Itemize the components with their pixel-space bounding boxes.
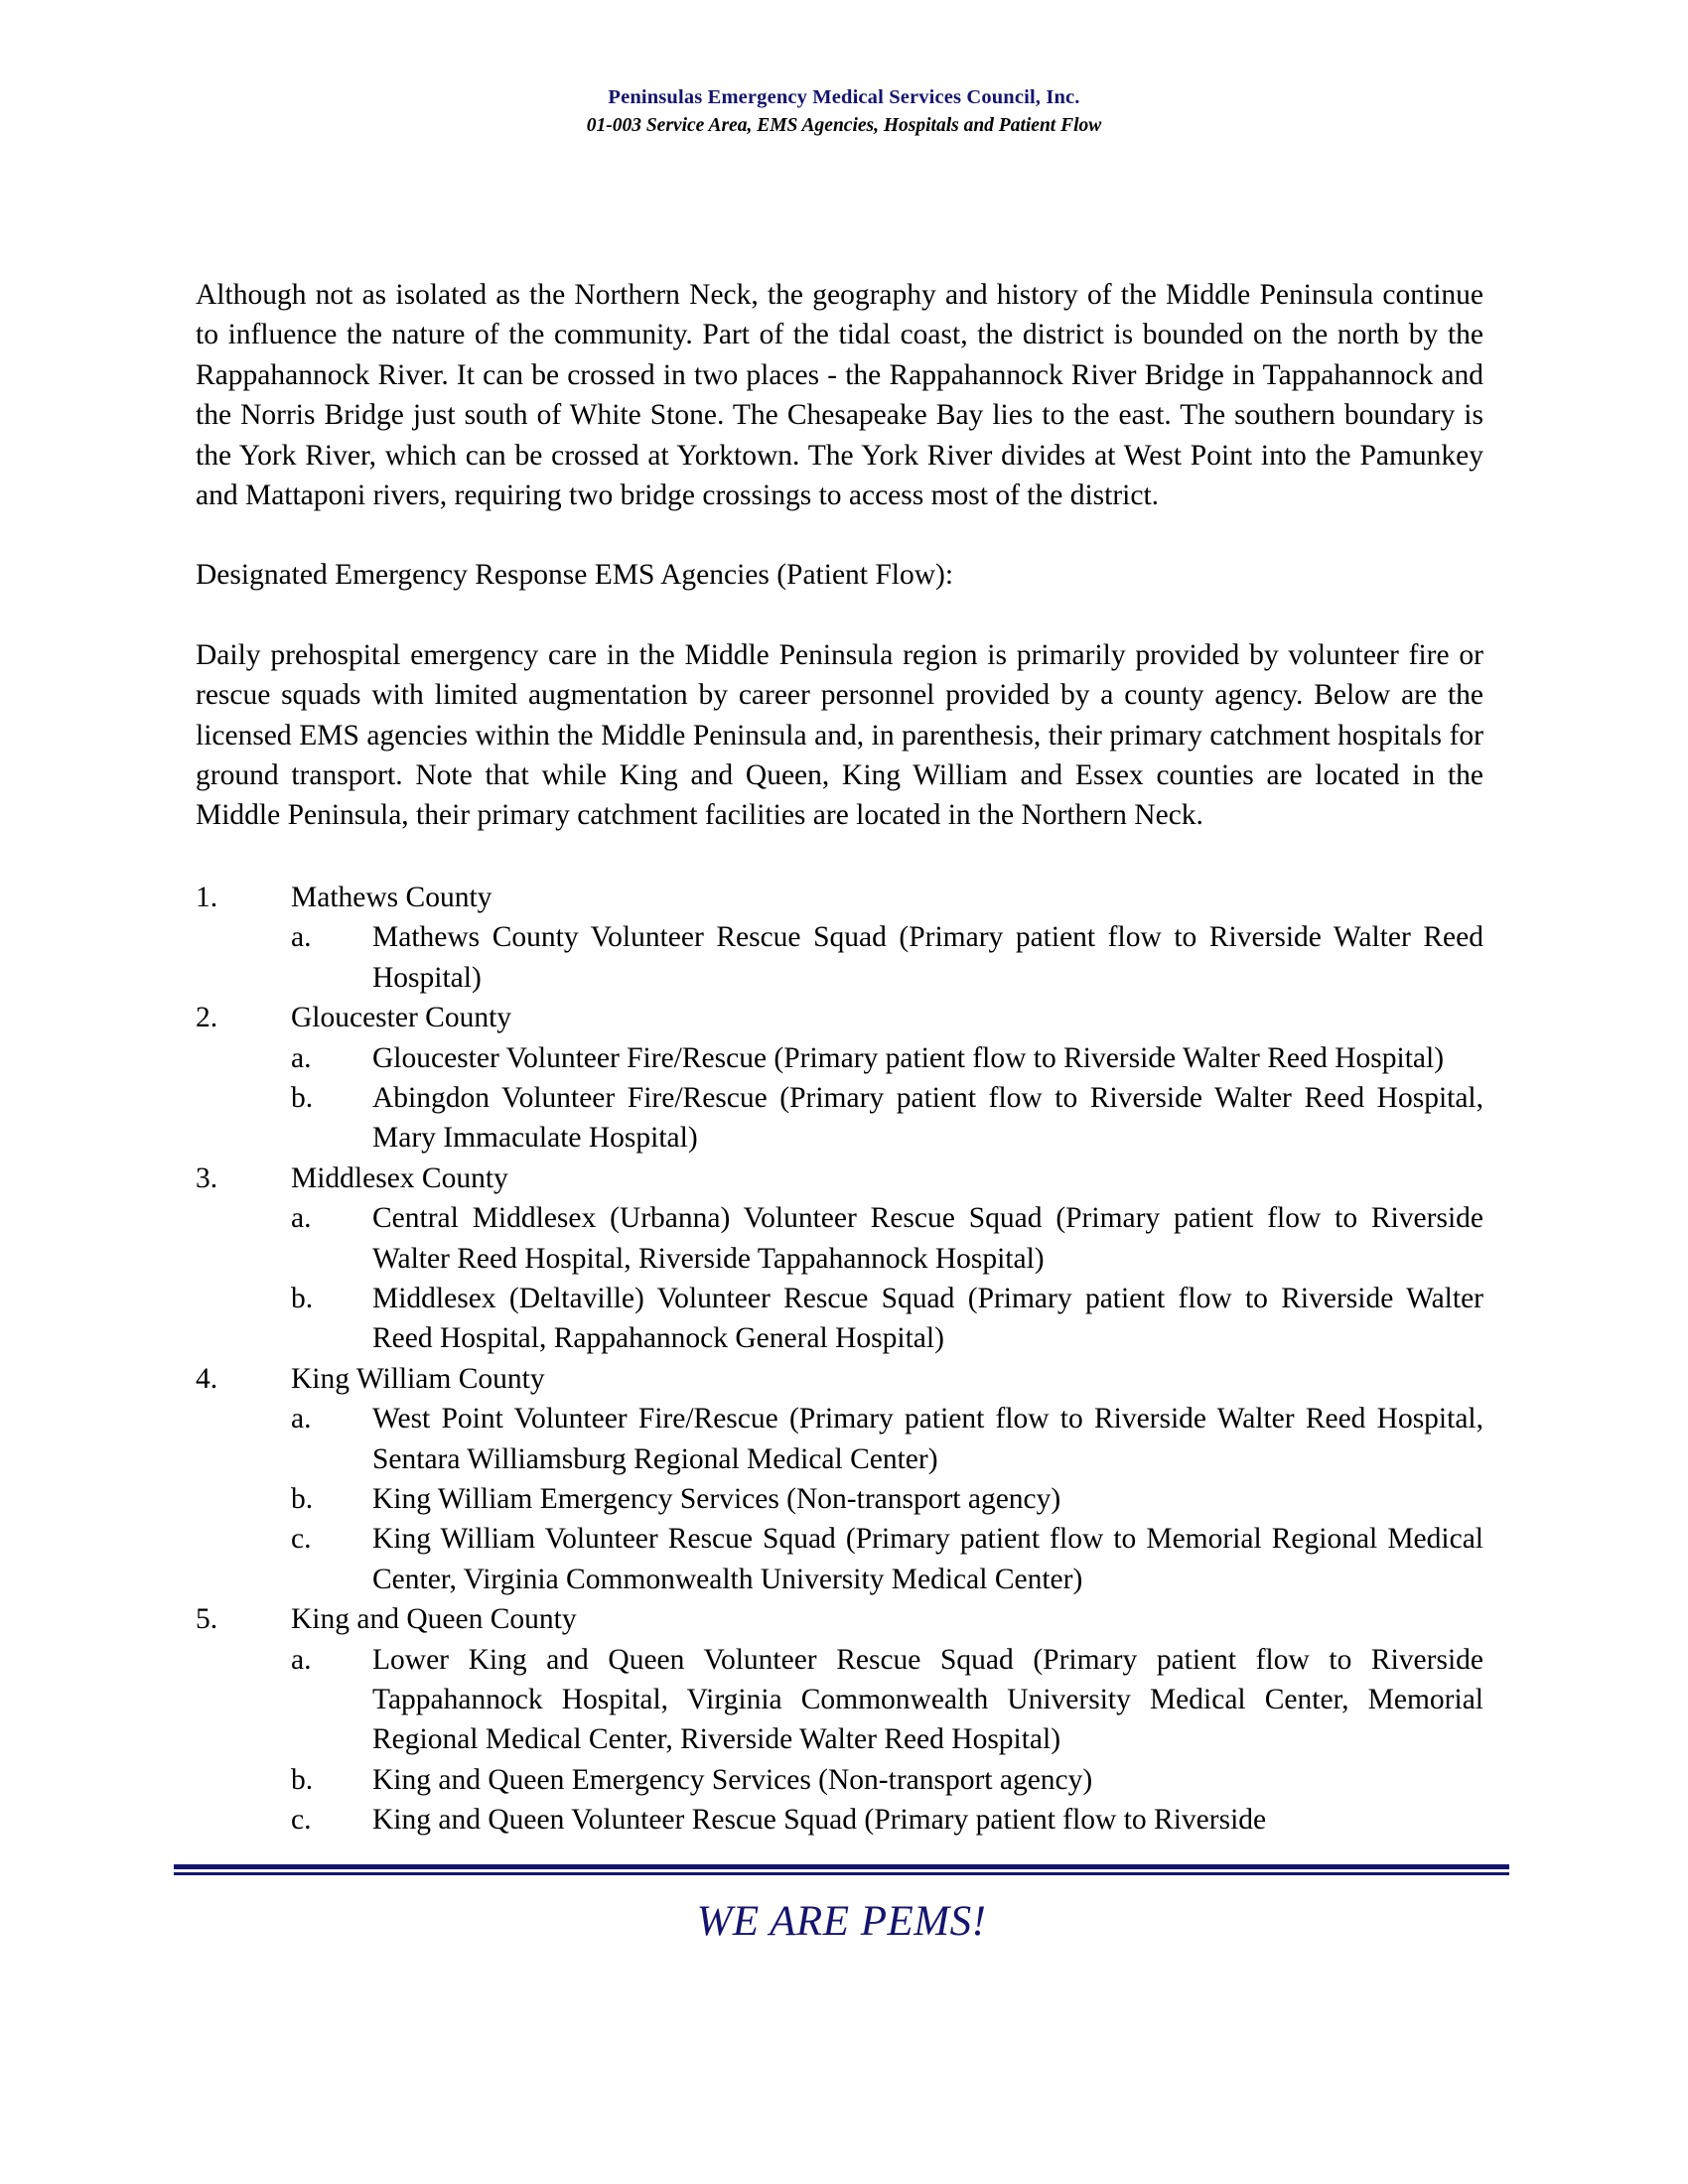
sublist-marker: c. [291,1523,312,1556]
agency-text: King and Queen Volunteer Rescue Squad (Primary patient flow to Riverside [372,1804,1267,1837]
county-label: King William County [291,1362,545,1395]
footer-rule-thin [174,1872,1509,1875]
agency-text: Abingdon Volunteer Fire/Rescue (Primary patient flow to Riverside Walter Reed Hospital, Mary Immaculate Hospital) [372,1081,1483,1155]
spacer [196,596,1483,635]
sublist-marker: a. [291,1403,312,1435]
sublist-marker: a. [291,1202,312,1235]
sublist-marker: b. [291,1282,314,1314]
list-marker: 4. [196,1362,218,1395]
list-subitem [196,1078,1483,1159]
heading-designated-agencies: Designated Emergency Response EMS Agencies (Patient Flow): [196,559,954,592]
agency-text: King William Volunteer Rescue Squad (Primary patient flow to Memorial Regional Medical Center, Virginia Commonwealth University Medical Center) [372,1523,1483,1595]
sublist-marker: b. [291,1081,314,1114]
sublist-marker: b. [291,1763,314,1796]
list-item [196,878,1483,917]
sublist-marker: c. [291,1804,312,1837]
county-label: Gloucester County [291,1002,512,1034]
county-label: Middlesex County [291,1161,508,1194]
document-footer [174,1864,1509,1946]
county-label: King and Queen County [291,1603,577,1636]
organization-title: Peninsulas Emergency Medical Services Council, Inc. [608,86,1080,108]
list-subitem [196,1519,1483,1599]
document-header [0,85,1688,139]
list-subitem [196,1198,1483,1279]
document-body [196,275,1483,1841]
list-marker: 2. [196,1002,218,1034]
list-subitem [196,1640,1483,1760]
sublist-marker: a. [291,1041,312,1074]
agency-text: Mathews County Volunteer Rescue Squad (Primary patient flow to Riverside Walter Reed Hospital) [372,921,1483,994]
ems-agency-list [196,878,1483,1841]
footer-slogan: WE ARE PEMS! [696,1898,987,1945]
list-marker: 1. [196,881,218,913]
agency-text: Gloucester Volunteer Fire/Rescue (Primary patient flow to Riverside Walter Reed Hospital) [372,1041,1445,1074]
list-subitem [196,1760,1483,1800]
paragraph-prehospital-care: Daily prehospital emergency care in the Middle Peninsula region is primarily provided by volunteer fire or rescue squads with limited augmentation by career personnel provided by a county agency. Below are the licensed EMS agencies within the Middle Peninsula and, in parenthesis, their primary catchment hospitals for ground transport. Note that while King and Queen, King William and Essex counties are located in the Middle Peninsula, their primary catchment facilities are located in the Northern Neck. [196,638,1483,832]
paragraph-geography: Although not as isolated as the Northern Neck, the geography and history of the Middle Peninsula continue to influence the nature of the community. Part of the tidal coast, the district is bounded on the north by the Rappahannock River. It can be crossed in two places - the Rappahannock River Bridge in Tappahannock and the Norris Bridge just south of White Stone. The Chesapeake Bay lies to the east. The southern boundary is the York River, which can be crossed at Yorktown. The York River divides at West Point into the Pamunkey and Mattaponi rivers, requiring two bridge crossings to access most of the district. [196,279,1483,512]
agency-text: Central Middlesex (Urbanna) Volunteer Rescue Squad (Primary patient flow to Riverside Walter Reed Hospital, Riverside Tappahannock Hospital) [372,1202,1483,1275]
list-subitem [196,1479,1483,1519]
sublist-marker: a. [291,921,312,954]
list-marker: 5. [196,1603,218,1636]
list-subitem [196,1800,1483,1840]
list-marker: 3. [196,1161,218,1194]
sublist-marker: b. [291,1482,314,1515]
agency-text: Lower King and Queen Volunteer Rescue Squad (Primary patient flow to Riverside Tappahannock Hospital, Virginia Commonwealth University Medical Center, Memorial Regional Medical Center, Riverside Walter Reed Hospital) [372,1643,1483,1756]
list-subitem [196,917,1483,998]
list-subitem [196,1038,1483,1078]
list-subitem [196,1279,1483,1359]
agency-text: West Point Volunteer Fire/Rescue (Primary patient flow to Riverside Walter Reed Hospital, Sentara Williamsburg Regional Medical Center) [372,1403,1483,1475]
list-item [196,998,1483,1037]
agency-text: Middlesex (Deltaville) Volunteer Rescue Squad (Primary patient flow to Riverside Walter Reed Hospital, Rappahannock General Hospital) [372,1282,1483,1355]
list-item [196,1599,1483,1639]
document-subtitle: 01-003 Service Area, EMS Agencies, Hospitals and Patient Flow [586,115,1102,137]
list-item [196,1159,1483,1198]
sublist-marker: a. [291,1643,312,1676]
county-label: Mathews County [291,881,492,913]
list-item [196,1359,1483,1399]
list-subitem [196,1399,1483,1479]
agency-text: King and Queen Emergency Services (Non-transport agency) [372,1763,1093,1796]
spacer [196,515,1483,555]
agency-text: King William Emergency Services (Non-transport agency) [372,1482,1061,1515]
